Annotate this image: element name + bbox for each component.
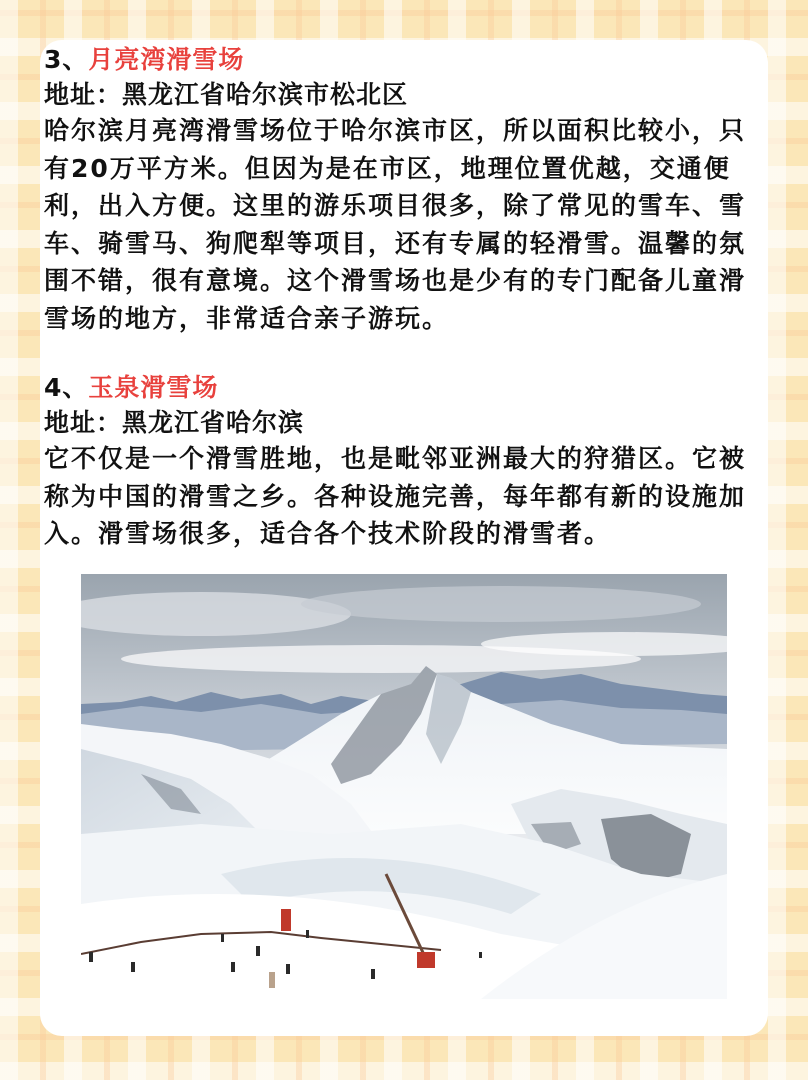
section-yuquan (44, 370, 762, 553)
section-title: 玉泉滑雪场 (88, 373, 219, 402)
section-description: 它不仅是一个滑雪胜地，也是毗邻亚洲最大的狩猎区。它被称为中国的滑雪之乡。各种设施完善，每年都有新的设施加入。滑雪场很多，适合各个技术阶段的滑雪者。 (44, 444, 747, 548)
section-number: 3、 (44, 45, 89, 74)
section-heading (44, 370, 762, 406)
section-address: 地址：黑龙江省哈尔滨市松北区 (44, 80, 409, 109)
section-yueliangwan (44, 42, 762, 337)
section-address: 地址：黑龙江省哈尔滨 (44, 408, 305, 437)
section-heading (44, 42, 762, 78)
section-title: 月亮湾滑雪场 (88, 45, 245, 74)
section-description: 哈尔滨月亮湾滑雪场位于哈尔滨市区，所以面积比较小，只有20万平方米。但因为是在市区，地理位置优越，交通便利，出入方便。这里的游乐项目很多，除了常见的雪车、雪车、骑雪马、狗爬犁等项目，还有专属的轻滑雪。温馨的氛围不错，很有意境。这个滑雪场也是少有的专门配备儿童滑雪场的地方，非常适合亲子游玩。 (44, 116, 747, 333)
ski-resort-photo (81, 574, 727, 999)
content-card (40, 40, 768, 1036)
section-number: 4、 (44, 373, 89, 402)
